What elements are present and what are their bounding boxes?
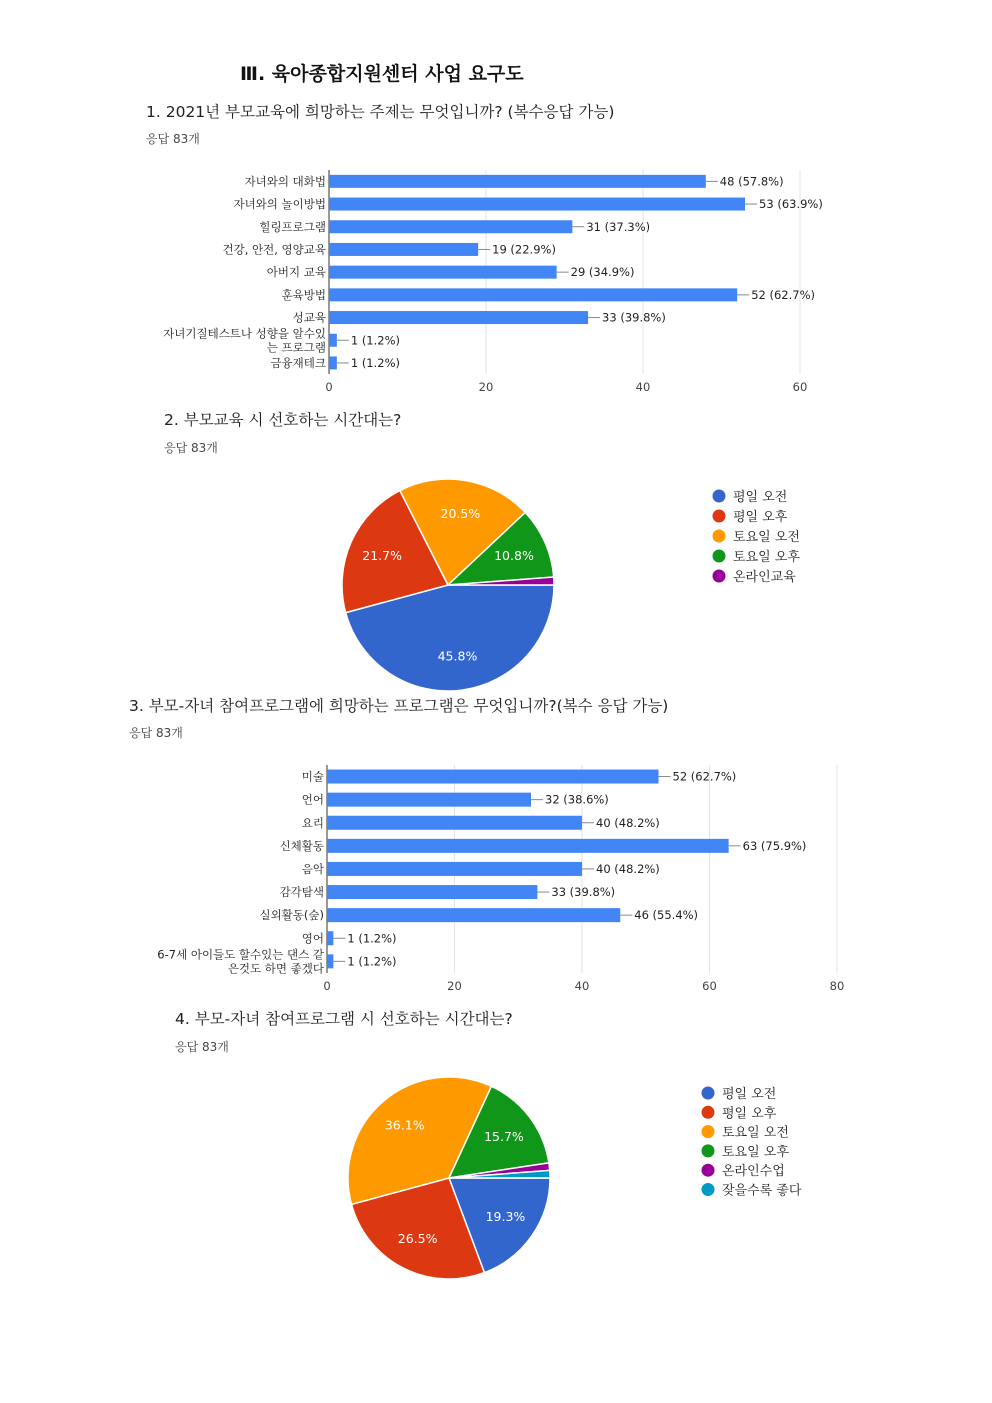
legend-marker [702,1164,715,1177]
question-4-title: 4. 부모-자녀 참여프로그램 시 선호하는 시간대는? [175,1010,513,1028]
category-label: 신체활동 [279,838,324,853]
data-label: 1 (1.2%) [350,355,401,370]
question-2-title: 2. 부모교육 시 선호하는 시간대는? [164,411,402,429]
data-label: 31 (37.3%) [586,219,651,234]
data-label: 33 (39.8%) [551,885,616,900]
data-label: 1 (1.2%) [347,931,397,946]
data-label: 46 (55.4%) [634,908,699,923]
x-tick-label: 60 [792,380,808,394]
data-label: 19 (22.9%) [492,242,556,257]
legend-label: 평일 오전 [722,1087,777,1102]
data-label: 33 (39.8%) [602,310,666,325]
slice-percent-label: 15.7% [484,1128,524,1144]
legend-marker [702,1144,715,1157]
slice-percent-label: 20.5% [440,505,481,521]
data-label: 1 (1.2%) [350,333,401,348]
category-label: 감각탐색 [279,885,324,900]
legend-marker [702,1106,715,1119]
x-tick-label: 0 [325,380,333,394]
legend-label: 온라인교육 [733,570,796,585]
legend-marker [702,1183,715,1196]
x-tick-label: 0 [323,979,331,993]
question-3-responses: 응답 83개 [129,726,183,740]
category-label: 음악 [301,861,324,876]
category-label: 힐링프로그램 [259,219,326,234]
category-label: 자녀기질테스트나 성향을 알수있 [163,326,326,341]
category-label: 자녀와의 대화법 [244,174,326,189]
x-tick-label: 40 [635,380,651,394]
slice-percent-label: 19.3% [485,1209,526,1225]
legend-label: 평일 오후 [722,1106,777,1122]
legend-label: 잦을수록 좋다 [722,1183,802,1199]
category-label: 영어 [301,931,324,946]
category-label: 미술 [301,769,324,784]
x-tick-label: 40 [574,979,590,993]
legend-label: 평일 오후 [733,510,788,525]
question-3-title: 3. 부모-자녀 참여프로그램에 희망하는 프로그램은 무엇입니까?(복수 응답 가능) [129,697,669,715]
category-label: 6-7세 아이들도 할수있는 댄스 같 [157,947,324,962]
data-label: 63 (75.9%) [742,838,807,853]
slice-percent-label: 21.7% [362,547,402,563]
category-label: 훈육방법 [281,287,326,302]
slice-percent-label: 36.1% [384,1117,425,1133]
data-label: 48 (57.8%) [719,174,784,189]
data-label: 40 (48.2%) [596,815,660,830]
category-label: 는 프로그램 [266,340,326,355]
category-label: 언어 [301,792,324,807]
x-tick-label: 20 [447,979,462,993]
question-4-responses: 응답 83개 [175,1040,229,1054]
category-label: 금융재테크 [270,355,326,370]
legend-marker [702,1087,715,1100]
category-label: 은것도 하면 좋겠다 [227,961,324,976]
legend-label: 온라인수업 [722,1164,785,1180]
data-label: 52 (62.7%) [751,287,815,302]
category-label: 아버지 교육 [266,265,326,280]
data-label: 52 (62.7%) [672,769,737,784]
category-label: 성교육 [292,310,326,325]
data-label: 40 (48.2%) [596,861,660,876]
slice-percent-label: 10.8% [494,547,534,563]
data-label: 53 (63.9%) [759,197,823,212]
legend-label: 평일 오전 [733,490,788,505]
question-1-responses: 응답 83개 [146,132,200,146]
question-1-title: 1. 2021년 부모교육에 희망하는 주제는 무엇입니까? (복수응답 가능) [146,103,615,121]
legend-label: 토요일 오전 [733,530,800,545]
page-title: Ⅲ. 육아종합지원센터 사업 요구도 [240,63,524,85]
category-label: 요리 [301,815,324,830]
data-label: 1 (1.2%) [347,954,397,969]
legend-label: 토요일 오전 [722,1125,789,1141]
x-tick-label: 60 [702,979,717,993]
x-tick-label: 20 [478,380,494,394]
data-label: 29 (34.9%) [570,265,635,280]
x-tick-label: 80 [829,979,845,993]
legend-label: 토요일 오후 [722,1144,789,1160]
question-2-responses: 응답 83개 [164,441,218,455]
data-label: 32 (38.6%) [545,792,609,807]
slice-percent-label: 45.8% [437,648,478,664]
legend-marker [702,1125,715,1138]
category-label: 실외활동(숲) [259,908,324,923]
legend-label: 토요일 오후 [733,550,800,565]
slice-percent-label: 26.5% [397,1231,438,1247]
category-label: 건강, 안전, 영양교육 [222,242,326,257]
category-label: 자녀와의 놀이방법 [233,197,326,212]
